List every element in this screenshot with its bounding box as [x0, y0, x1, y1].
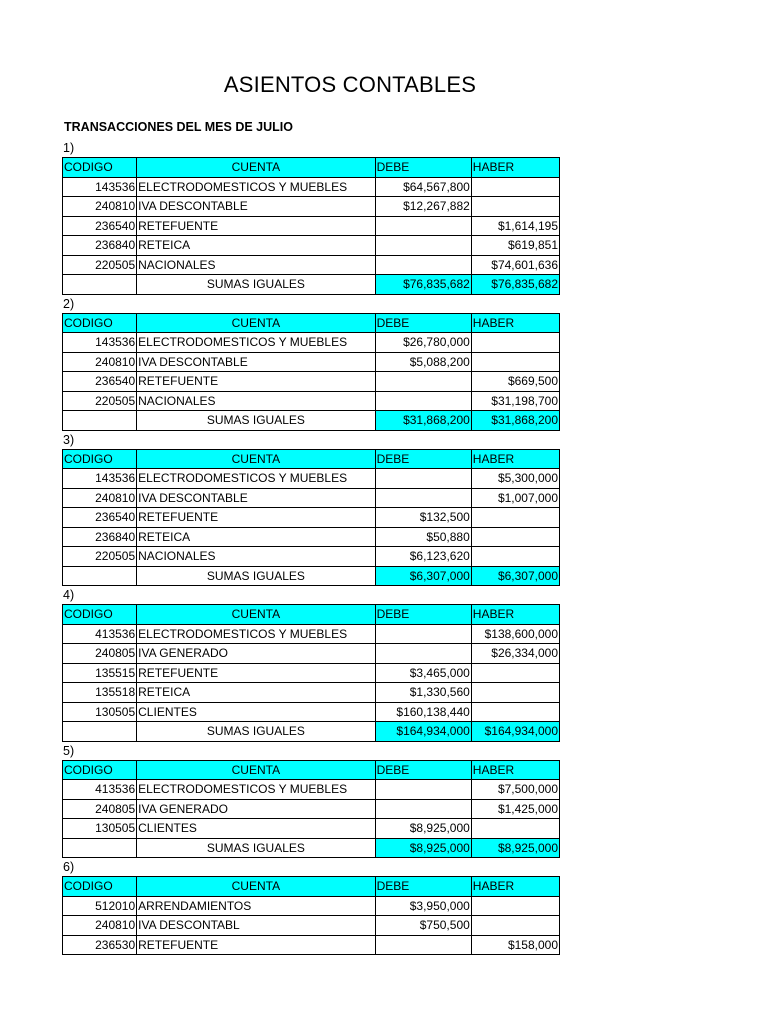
table-row	[63, 236, 560, 256]
header-cuenta: CUENTA	[137, 760, 375, 780]
account-name: IVA GENERADO	[137, 799, 375, 819]
haber-amount	[471, 819, 559, 839]
sum-debe: $6,307,000	[375, 566, 471, 586]
haber-amount	[471, 333, 559, 353]
entry-table	[62, 760, 560, 859]
table-row	[63, 527, 560, 547]
table-row	[63, 255, 560, 275]
sum-debe: $8,925,000	[375, 838, 471, 858]
entry-number: 3)	[63, 432, 75, 447]
account-code: 143536	[63, 333, 137, 353]
account-name: RETEFUENTE	[137, 663, 375, 683]
table-row	[63, 935, 560, 955]
sum-blank-cell	[63, 411, 137, 431]
table-row	[63, 216, 560, 236]
sum-haber: $6,307,000	[471, 566, 559, 586]
account-code: 240810	[63, 916, 137, 936]
sum-haber: $8,925,000	[471, 838, 559, 858]
account-code: 220505	[63, 547, 137, 567]
account-name: RETEFUENTE	[137, 216, 375, 236]
debe-amount: $6,123,620	[375, 547, 471, 567]
sum-row	[63, 275, 560, 295]
header-codigo: CODIGO	[63, 605, 137, 625]
table-header-row	[63, 877, 560, 897]
haber-amount: $669,500	[471, 372, 559, 392]
debe-amount: $3,465,000	[375, 663, 471, 683]
haber-amount: $1,425,000	[471, 799, 559, 819]
debe-amount: $50,880	[375, 527, 471, 547]
header-codigo: CODIGO	[63, 760, 137, 780]
table-row	[63, 469, 560, 489]
header-cuenta: CUENTA	[137, 877, 375, 897]
account-name: IVA GENERADO	[137, 644, 375, 664]
header-cuenta: CUENTA	[137, 449, 375, 469]
table-row	[63, 508, 560, 528]
header-debe: DEBE	[375, 313, 471, 333]
header-codigo: CODIGO	[63, 313, 137, 333]
sum-row	[63, 566, 560, 586]
haber-amount	[471, 508, 559, 528]
journal-entries	[62, 139, 562, 955]
entry-number: 5)	[63, 743, 75, 758]
haber-amount: $1,614,195	[471, 216, 559, 236]
debe-amount	[375, 255, 471, 275]
header-cuenta: CUENTA	[137, 605, 375, 625]
journal-entry	[62, 139, 562, 295]
entry-table	[62, 313, 560, 431]
table-row	[63, 683, 560, 703]
debe-amount: $12,267,882	[375, 197, 471, 217]
entry-number: 1)	[63, 141, 75, 155]
debe-amount	[375, 372, 471, 392]
sum-label: SUMAS IGUALES	[137, 411, 375, 431]
debe-amount: $26,780,000	[375, 333, 471, 353]
account-name: NACIONALES	[137, 255, 375, 275]
account-name: IVA DESCONTABLE	[137, 352, 375, 372]
haber-amount: $158,000	[471, 935, 559, 955]
journal-entry	[62, 742, 562, 859]
table-row	[63, 896, 560, 916]
header-haber: HABER	[471, 605, 559, 625]
entry-table	[62, 449, 560, 587]
journal-entry	[62, 295, 562, 431]
sum-debe: $76,835,682	[375, 275, 471, 295]
header-debe: DEBE	[375, 158, 471, 178]
account-code: 512010	[63, 896, 137, 916]
account-name: RETEICA	[137, 236, 375, 256]
haber-amount: $1,007,000	[471, 488, 559, 508]
table-row	[63, 391, 560, 411]
table-row	[63, 333, 560, 353]
table-header-row	[63, 449, 560, 469]
sum-debe: $164,934,000	[375, 722, 471, 742]
account-name: RETEFUENTE	[137, 508, 375, 528]
header-debe: DEBE	[375, 877, 471, 897]
account-code: 130505	[63, 819, 137, 839]
account-code: 236540	[63, 508, 137, 528]
entry-table	[62, 876, 560, 955]
debe-amount: $64,567,800	[375, 177, 471, 197]
page-subtitle: TRANSACCIONES DEL MES DE JULIO	[64, 120, 293, 134]
account-name: NACIONALES	[137, 547, 375, 567]
account-name: ELECTRODOMESTICOS Y MUEBLES	[137, 469, 375, 489]
account-name: CLIENTES	[137, 702, 375, 722]
haber-amount	[471, 916, 559, 936]
table-row	[63, 663, 560, 683]
account-code: 413536	[63, 624, 137, 644]
table-row	[63, 916, 560, 936]
account-code: 143536	[63, 469, 137, 489]
header-haber: HABER	[471, 760, 559, 780]
debe-amount	[375, 624, 471, 644]
account-code: 240810	[63, 488, 137, 508]
sum-haber: $164,934,000	[471, 722, 559, 742]
debe-amount: $160,138,440	[375, 702, 471, 722]
account-code: 220505	[63, 391, 137, 411]
sum-label: SUMAS IGUALES	[137, 275, 375, 295]
table-row	[63, 780, 560, 800]
debe-amount: $1,330,560	[375, 683, 471, 703]
account-code: 240805	[63, 644, 137, 664]
table-row	[63, 702, 560, 722]
sum-debe: $31,868,200	[375, 411, 471, 431]
entry-table	[62, 604, 560, 742]
header-codigo: CODIGO	[63, 449, 137, 469]
haber-amount	[471, 683, 559, 703]
sum-blank-cell	[63, 566, 137, 586]
debe-amount: $750,500	[375, 916, 471, 936]
account-name: ARRENDAMIENTOS	[137, 896, 375, 916]
table-row	[63, 644, 560, 664]
page-title: ASIENTOS CONTABLES	[223, 72, 477, 97]
header-debe: DEBE	[375, 760, 471, 780]
entry-number: 4)	[63, 588, 75, 602]
account-name: ELECTRODOMESTICOS Y MUEBLES	[137, 624, 375, 644]
account-code: 220505	[63, 255, 137, 275]
table-header-row	[63, 605, 560, 625]
debe-amount	[375, 216, 471, 236]
journal-entry	[62, 858, 562, 955]
haber-amount	[471, 197, 559, 217]
account-name: NACIONALES	[137, 391, 375, 411]
sum-row	[63, 411, 560, 431]
haber-amount: $138,600,000	[471, 624, 559, 644]
sum-blank-cell	[63, 722, 137, 742]
debe-amount	[375, 799, 471, 819]
haber-amount: $7,500,000	[471, 780, 559, 800]
account-code: 240805	[63, 799, 137, 819]
haber-amount	[471, 896, 559, 916]
entry-number: 2)	[63, 296, 75, 311]
header-haber: HABER	[471, 877, 559, 897]
debe-amount: $132,500	[375, 508, 471, 528]
debe-amount	[375, 469, 471, 489]
table-row	[63, 799, 560, 819]
account-code: 240810	[63, 352, 137, 372]
haber-amount	[471, 547, 559, 567]
account-code: 240810	[63, 197, 137, 217]
header-haber: HABER	[471, 313, 559, 333]
header-cuenta: CUENTA	[137, 313, 375, 333]
sum-blank-cell	[63, 838, 137, 858]
debe-amount	[375, 644, 471, 664]
header-haber: HABER	[471, 158, 559, 178]
account-code: 236540	[63, 372, 137, 392]
sum-row	[63, 838, 560, 858]
header-cuenta: CUENTA	[137, 158, 375, 178]
table-row	[63, 197, 560, 217]
header-haber: HABER	[471, 449, 559, 469]
account-name: ELECTRODOMESTICOS Y MUEBLES	[137, 177, 375, 197]
header-codigo: CODIGO	[63, 158, 137, 178]
table-row	[63, 352, 560, 372]
header-debe: DEBE	[375, 449, 471, 469]
account-code: 236540	[63, 216, 137, 236]
haber-amount: $5,300,000	[471, 469, 559, 489]
debe-amount: $5,088,200	[375, 352, 471, 372]
account-name: IVA DESCONTABLE	[137, 488, 375, 508]
haber-amount	[471, 527, 559, 547]
journal-entry	[62, 431, 562, 587]
table-row	[63, 372, 560, 392]
account-code: 413536	[63, 780, 137, 800]
account-name: RETEICA	[137, 683, 375, 703]
table-row	[63, 819, 560, 839]
haber-amount: $31,198,700	[471, 391, 559, 411]
table-header-row	[63, 760, 560, 780]
account-code: 236840	[63, 236, 137, 256]
haber-amount: $26,334,000	[471, 644, 559, 664]
entry-table	[62, 157, 560, 295]
haber-amount	[471, 663, 559, 683]
debe-amount	[375, 488, 471, 508]
haber-amount	[471, 702, 559, 722]
debe-amount	[375, 391, 471, 411]
account-name: RETEFUENTE	[137, 935, 375, 955]
header-debe: DEBE	[375, 605, 471, 625]
account-code: 135515	[63, 663, 137, 683]
sum-blank-cell	[63, 275, 137, 295]
table-row	[63, 488, 560, 508]
account-code: 236840	[63, 527, 137, 547]
debe-amount	[375, 935, 471, 955]
account-code: 135518	[63, 683, 137, 703]
haber-amount	[471, 352, 559, 372]
debe-amount	[375, 236, 471, 256]
account-code: 130505	[63, 702, 137, 722]
debe-amount	[375, 780, 471, 800]
entry-number: 6)	[63, 860, 75, 874]
account-name: ELECTRODOMESTICOS Y MUEBLES	[137, 780, 375, 800]
account-name: RETEFUENTE	[137, 372, 375, 392]
account-name: RETEICA	[137, 527, 375, 547]
account-name: IVA DESCONTABLE	[137, 197, 375, 217]
sum-label: SUMAS IGUALES	[137, 722, 375, 742]
account-code: 143536	[63, 177, 137, 197]
haber-amount	[471, 177, 559, 197]
table-header-row	[63, 313, 560, 333]
sum-label: SUMAS IGUALES	[137, 838, 375, 858]
account-code: 236530	[63, 935, 137, 955]
debe-amount: $8,925,000	[375, 819, 471, 839]
table-header-row	[63, 158, 560, 178]
sum-haber: $76,835,682	[471, 275, 559, 295]
sum-row	[63, 722, 560, 742]
account-name: ELECTRODOMESTICOS Y MUEBLES	[137, 333, 375, 353]
journal-entry	[62, 586, 562, 742]
sum-haber: $31,868,200	[471, 411, 559, 431]
table-row	[63, 624, 560, 644]
account-name: CLIENTES	[137, 819, 375, 839]
table-row	[63, 547, 560, 567]
header-codigo: CODIGO	[63, 877, 137, 897]
haber-amount: $74,601,636	[471, 255, 559, 275]
sum-label: SUMAS IGUALES	[137, 566, 375, 586]
table-row	[63, 177, 560, 197]
haber-amount: $619,851	[471, 236, 559, 256]
debe-amount: $3,950,000	[375, 896, 471, 916]
account-name: IVA DESCONTABL	[137, 916, 375, 936]
